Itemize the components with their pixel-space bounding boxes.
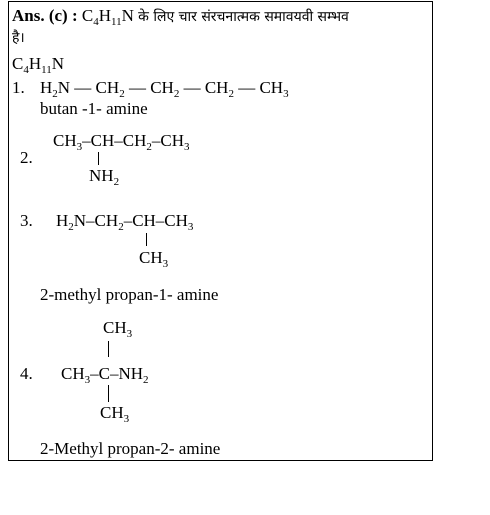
isomer-4-top-branch: $CH_3$ xyxy=(103,318,133,340)
isomer-4-number: 4. xyxy=(20,364,33,383)
isomer-2-bond xyxy=(98,152,99,165)
isomer-4-name: 2-Methyl propan-2- amine xyxy=(40,439,221,458)
isomer-4-top-bond xyxy=(108,341,109,357)
answer-prefix: Ans. (c) : xyxy=(12,6,78,25)
isomer-1-name: butan -1- amine xyxy=(40,99,148,118)
isomer-3-bond xyxy=(146,233,147,246)
isomer-2-main-chain: $CH_3-CH-CH_2-CH_3$ xyxy=(53,131,190,153)
molecule-formula: $C_4H_{11}N$ xyxy=(12,54,64,76)
isomer-3-name: 2-methyl propan-1- amine xyxy=(40,285,219,304)
isomer-4-bottom-branch: $CH_3$ xyxy=(100,403,130,425)
answer-line-1 xyxy=(12,6,349,28)
answer-text: के लिए चार संरचनात्मक समावयवी सम्भव xyxy=(138,9,349,25)
isomer-3-number: 3. xyxy=(20,211,33,230)
answer-line-2: है। xyxy=(12,30,25,46)
isomer-3-branch: $CH_3$ xyxy=(139,248,169,270)
isomer-2-number: 2. xyxy=(20,148,33,167)
isomer-4-main-chain: $CH_3-C-NH_2$ xyxy=(61,364,149,386)
isomer-1-number: 1. xyxy=(12,78,25,97)
isomer-1-formula: $H_2N$ — $CH_2$ — $CH_2$ — $CH_2$ — $CH_3$ xyxy=(40,78,289,100)
isomer-4-bottom-bond xyxy=(108,385,109,402)
answer-formula: $C_4H_{11}N$ xyxy=(81,6,134,28)
isomer-3-main-chain: $H_2N-CH_2-CH-CH_3$ xyxy=(56,211,194,233)
isomer-2-branch: $NH_2$ xyxy=(89,166,120,188)
